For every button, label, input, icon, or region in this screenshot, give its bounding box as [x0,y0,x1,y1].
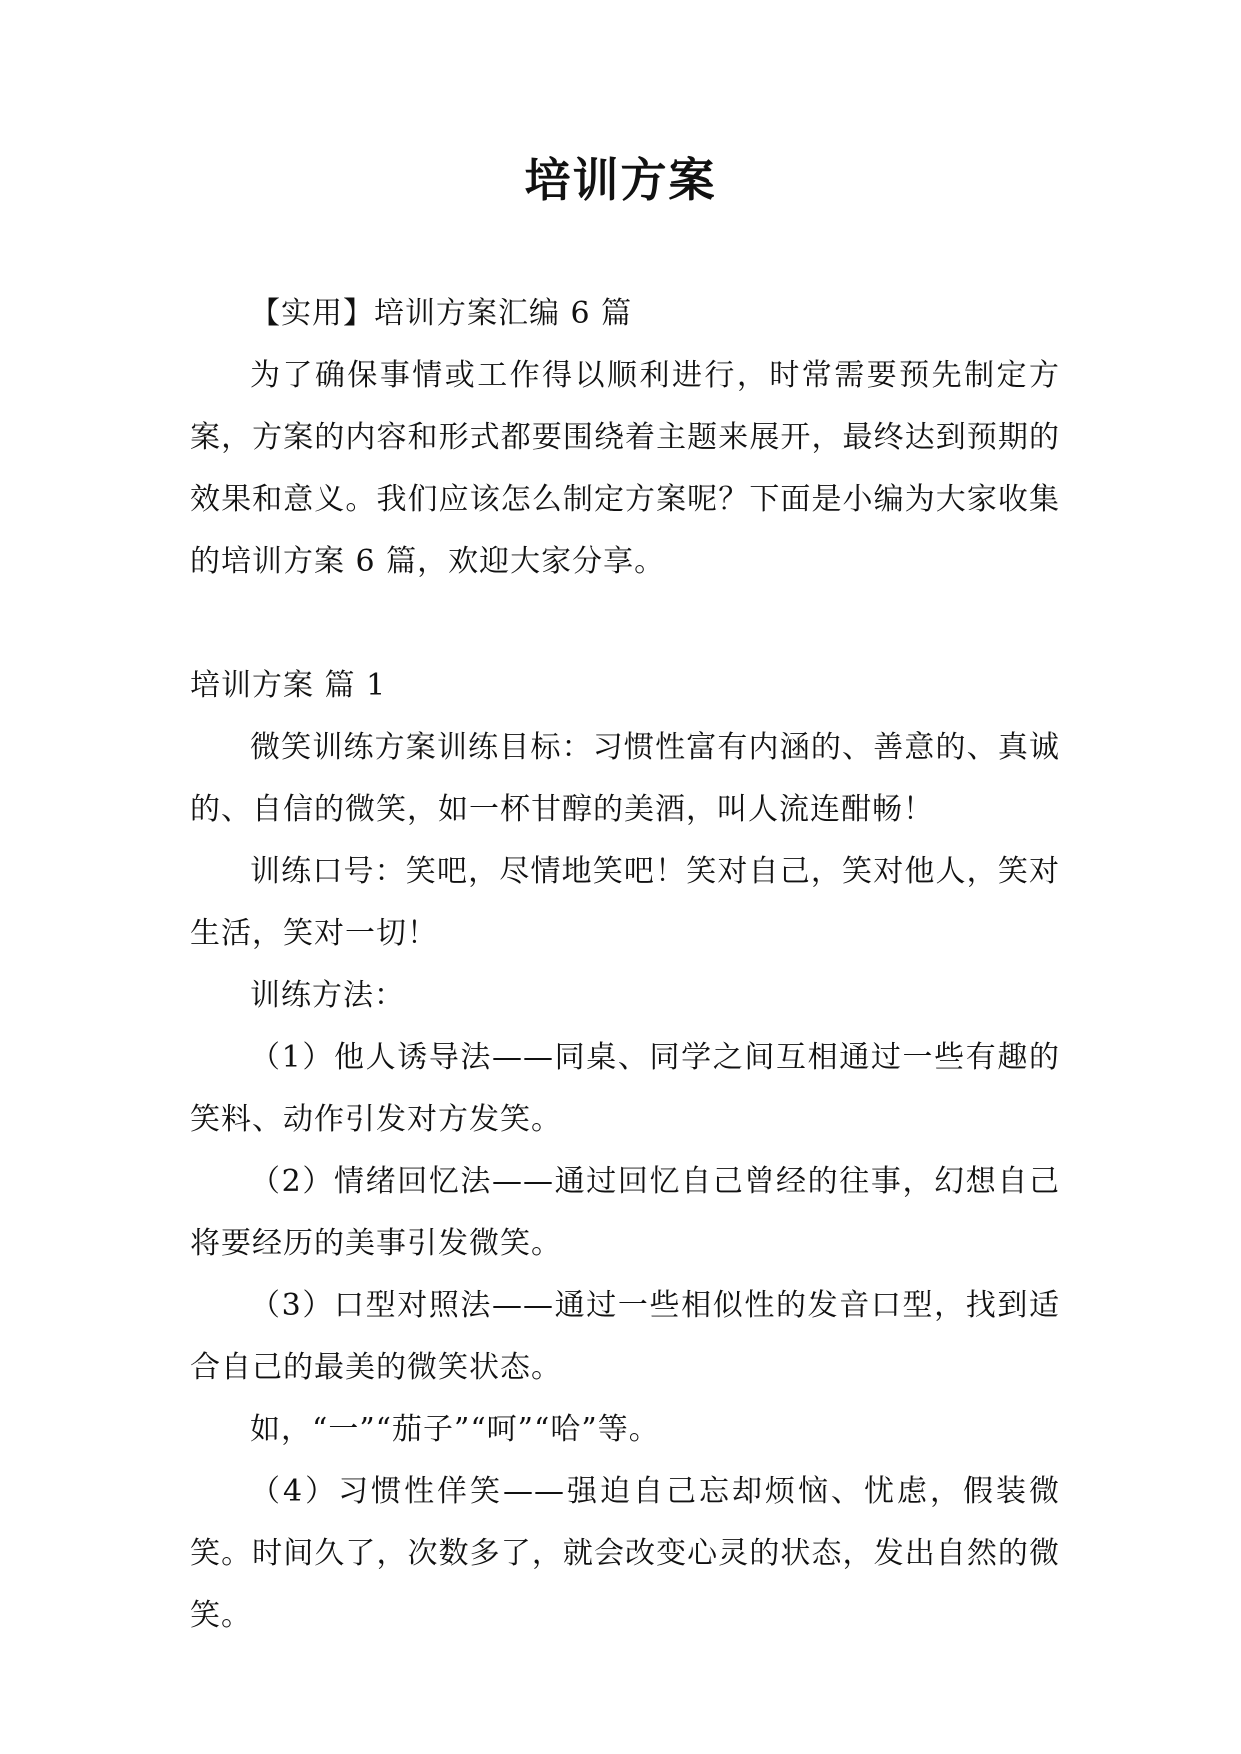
paragraph-slogan: 训练口号：笑吧，尽情地笑吧！笑对自己，笑对他人，笑对生活，笑对一切！ [190,854,1060,951]
paragraph-method-3: （3）口型对照法——通过一些相似性的发音口型，找到适合自己的最美的微笑状态。 [190,1288,1060,1385]
document-subtitle: 【实用】培训方案汇编 6 篇 [250,296,633,331]
document-body [190,283,1060,1647]
paragraph-method-4: （4）习惯性佯笑——强迫自己忘却烦恼、忧虑，假装微笑。时间久了，次数多了，就会改变心灵的状态，发出自然的微笑。 [190,1474,1060,1633]
section-gap [190,593,1060,655]
paragraph-method-1: （1）他人诱导法——同桌、同学之间互相通过一些有趣的笑料、动作引发对方发笑。 [190,1040,1060,1137]
document-title: 培训方案 [524,153,717,207]
paragraph-methods-heading: 训练方法： [250,978,405,1013]
paragraph-example: 如，“一”“茄子”“呵”“哈”等。 [250,1412,660,1447]
section-heading: 培训方案 篇 1 [190,668,387,703]
intro-paragraph: 为了确保事情或工作得以顺利进行，时常需要预先制定方案，方案的内容和形式都要围绕着主题来展开，最终达到预期的效果和意义。我们应该怎么制定方案呢？下面是小编为大家收集的培训方案 6 篇，欢迎大家分享。 [190,358,1060,579]
paragraph-method-2: （2）情绪回忆法——通过回忆自己曾经的往事，幻想自己将要经历的美事引发微笑。 [190,1164,1060,1261]
paragraph-goal: 微笑训练方案训练目标：习惯性富有内涵的、善意的、真诚的、自信的微笑，如一杯甘醇的美酒，叫人流连酣畅！ [190,730,1060,827]
